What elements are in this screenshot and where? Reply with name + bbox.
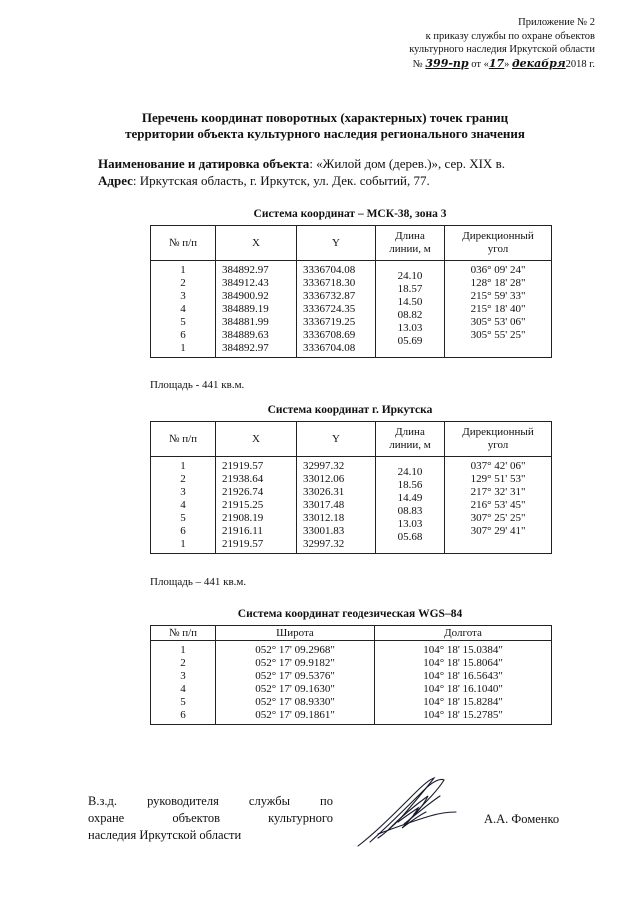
table-cell: 05.69: [397, 335, 423, 347]
table-cell: 24.10: [397, 270, 423, 282]
table-cell: 4: [180, 683, 186, 695]
table-cell: 08.83: [397, 505, 423, 517]
signatory-position: [88, 793, 333, 844]
table-cell: 21916.11: [222, 525, 263, 537]
object-name-line: [98, 155, 618, 172]
table-cell: 21919.57: [222, 460, 264, 472]
table1-col-angle: [445, 261, 552, 358]
table-cell: 33012.18: [303, 512, 345, 524]
table-cell: 384900.92: [222, 290, 269, 302]
table-cell: 6: [180, 709, 186, 721]
table1-body-row: [151, 261, 552, 358]
signatory-line-2: охране объектов культурного: [88, 811, 333, 825]
table-cell: 14.49: [397, 492, 423, 504]
table-cell: 104° 18' 15.8284": [423, 696, 503, 708]
table-cell: 3336704.08: [303, 342, 356, 354]
table-cell: 3336719.25: [303, 316, 356, 328]
table-cell: 384892.97: [222, 264, 269, 276]
table-cell: 14.50: [397, 296, 423, 308]
table-cell: 32997.32: [303, 460, 345, 472]
table2-header-x: X: [216, 422, 297, 457]
order-date-prefix: от «: [471, 58, 489, 70]
table-cell: 24.10: [397, 466, 423, 478]
table-cell: 216° 53' 45": [470, 499, 526, 511]
table2-header-length: [376, 422, 445, 457]
signatory-name: А.А. Фоменко: [484, 812, 560, 826]
table-cell: 3: [180, 290, 186, 302]
table1-header-length-2: линии, м: [389, 243, 431, 255]
order-date-mid: »: [504, 58, 510, 70]
table-cell: 1: [180, 264, 186, 276]
table2-col-y: [297, 457, 376, 554]
table2-header-length-1: Длина: [395, 426, 425, 438]
table-cell: 129° 51' 53": [470, 473, 526, 485]
table2-col-x: [216, 457, 297, 554]
order-date-day: 17: [488, 56, 505, 70]
table-cell: 036° 09' 24": [470, 264, 526, 276]
table-cell: 104° 18' 15.0384": [423, 644, 503, 656]
table-cell: 307° 29' 41": [470, 525, 526, 537]
table-cell: 3336704.08: [303, 264, 356, 276]
order-date-year: 2018 г.: [565, 58, 595, 70]
table-cell: 215° 18' 40": [470, 303, 526, 315]
table-cell: 6: [180, 525, 186, 537]
table-cell: 4: [180, 303, 186, 315]
table-cell: 5: [180, 316, 186, 328]
table-cell: 305° 55' 25": [470, 329, 526, 341]
table-cell: 13.03: [397, 322, 423, 334]
table-cell: 384892.97: [222, 342, 269, 354]
table-cell: 217° 32' 31": [470, 486, 526, 498]
table-cell: 305° 53' 06": [470, 316, 526, 328]
table-cell: 5: [180, 512, 186, 524]
table1-col-num: [151, 261, 216, 358]
table3-header-row: [151, 626, 552, 641]
table2-header-angle-2: угол: [487, 439, 509, 451]
table-cell: 21926.74: [222, 486, 264, 498]
table2-header-y: Y: [297, 422, 376, 457]
table-cell: 1: [180, 342, 186, 354]
table3-header-num: № п/п: [151, 626, 216, 641]
table-cell: 3336718.30: [303, 277, 356, 289]
table3-body-row: [151, 641, 552, 725]
table-cell: 1: [180, 460, 186, 472]
table-cell: 052° 17' 09.9182": [255, 657, 335, 669]
table3-col-lon: [375, 641, 552, 725]
table-cell: 3336724.35: [303, 303, 356, 315]
table-cell: 08.82: [397, 309, 423, 321]
table-cell: 052° 17' 09.1630": [255, 683, 335, 695]
document-title: [40, 110, 610, 142]
table2-header-num: № п/п: [151, 422, 216, 457]
table1-header-angle-2: угол: [487, 243, 509, 255]
table-cell: 1: [180, 644, 186, 656]
table-cell: 5: [180, 696, 186, 708]
table2-col-length: [376, 457, 445, 554]
table1-msk38: [150, 225, 552, 358]
object-info: [98, 155, 618, 189]
table3-col-num: [151, 641, 216, 725]
table-cell: 384889.63: [222, 329, 269, 341]
table3-header-lon: Долгота: [375, 626, 552, 641]
table1-header-row: [151, 226, 552, 261]
table-cell: 104° 18' 15.2785": [423, 709, 503, 721]
order-date-month: декабря: [512, 56, 566, 70]
table-cell: 21915.25: [222, 499, 264, 511]
appendix-order-line: [295, 57, 595, 72]
object-address-value: : Иркутская область, г. Иркутск, ул. Дек. событий, 77.: [132, 173, 430, 188]
table-cell: 4: [180, 499, 186, 511]
table1-header-angle-1: Дирекционный: [462, 230, 534, 242]
table-cell: 384881.99: [222, 316, 269, 328]
table-cell: 104° 18' 16.1040": [423, 683, 503, 695]
table1-header-length: [376, 226, 445, 261]
table-cell: 32997.32: [303, 538, 345, 550]
table1-header-length-1: Длина: [395, 230, 425, 242]
table-cell: 6: [180, 329, 186, 341]
table-cell: 33026.31: [303, 486, 345, 498]
table3-col-lat: [216, 641, 375, 725]
table-cell: 2: [180, 657, 186, 669]
table2-header-angle-1: Дирекционный: [462, 426, 534, 438]
appendix-header: [295, 16, 595, 71]
table-cell: 037° 42' 06": [470, 460, 526, 472]
handwritten-signature-icon: [348, 772, 468, 852]
table1-col-y: [297, 261, 376, 358]
table3-header-lat: Широта: [216, 626, 375, 641]
table-cell: 384912.43: [222, 277, 269, 289]
table2-header-row: [151, 422, 552, 457]
table-cell: 052° 17' 09.2968": [255, 644, 335, 656]
table2-col-angle: [445, 457, 552, 554]
table1-header-x: X: [216, 226, 297, 261]
table-cell: 33001.83: [303, 525, 345, 537]
table-cell: 2: [180, 277, 186, 289]
table-cell: 33017.48: [303, 499, 345, 511]
table3-caption: Система координат геодезическая WGS–84: [237, 608, 463, 620]
table-cell: 307° 25' 25": [470, 512, 526, 524]
table-cell: 215° 59' 33": [470, 290, 526, 302]
table2-col-num: [151, 457, 216, 554]
table2-header-angle: [445, 422, 552, 457]
table-cell: 3: [180, 486, 186, 498]
table2-caption: Система координат г. Иркутска: [267, 404, 433, 416]
table2-body-row: [151, 457, 552, 554]
title-line-1: Перечень координат поворотных (характерных) точек границ: [141, 110, 509, 125]
table1-caption: Система координат – МСК-38, зона 3: [253, 208, 447, 220]
table-cell: 104° 18' 15.8064": [423, 657, 503, 669]
order-number-prefix: №: [412, 58, 423, 70]
table-cell: 128° 18' 28": [470, 277, 526, 289]
table-cell: 21938.64: [222, 473, 264, 485]
table-cell: 05.68: [397, 531, 423, 543]
table2-irkutsk: [150, 421, 552, 554]
table-cell: 104° 18' 16.5643": [423, 670, 503, 682]
table-cell: 21908.19: [222, 512, 264, 524]
table1-area: Площадь - 441 кв.м.: [150, 379, 245, 391]
table-cell: 33012.06: [303, 473, 345, 485]
appendix-line-2: к приказу службы по охране объектов: [425, 30, 595, 42]
table-cell: 052° 17' 08.9330": [255, 696, 335, 708]
table-cell: 1: [180, 538, 186, 550]
table-cell: 052° 17' 09.1861": [255, 709, 335, 721]
table-cell: 18.56: [397, 479, 423, 491]
appendix-line-3: культурного наследия Иркутской области: [409, 44, 595, 55]
appendix-line-1: Приложение № 2: [518, 17, 595, 28]
object-name-value: : «Жилой дом (дерев.)», сер. XIX в.: [309, 156, 505, 171]
table-cell: 18.57: [397, 283, 423, 295]
table-cell: 2: [180, 473, 186, 485]
table2-area: Площадь – 441 кв.м.: [150, 576, 247, 588]
table-cell: 384889.19: [222, 303, 269, 315]
object-address-label: Адрес: [98, 173, 133, 188]
table-cell: 3336708.69: [303, 329, 356, 341]
table-cell: 052° 17' 09.5376": [255, 670, 335, 682]
table1-col-length: [376, 261, 445, 358]
signatory-line-1: В.з.д. руководителя службы по: [88, 794, 333, 808]
table1-header-angle: [445, 226, 552, 261]
table1-header-y: Y: [297, 226, 376, 261]
signatory-line-3: наследия Иркутской области: [88, 828, 242, 842]
table-cell: 21919.57: [222, 538, 264, 550]
title-line-2: территории объекта культурного наследия регионального значения: [125, 126, 525, 141]
order-number: 399-пр: [425, 56, 469, 70]
object-name-label: Наименование и датировка объекта: [98, 156, 310, 171]
table-cell: 3: [180, 670, 186, 682]
table-cell: 3336732.87: [303, 290, 356, 302]
table1-header-num: № п/п: [151, 226, 216, 261]
table-cell: 13.03: [397, 518, 423, 530]
table2-header-length-2: линии, м: [389, 439, 431, 451]
object-address-line: [98, 172, 618, 189]
table1-col-x: [216, 261, 297, 358]
table3-wgs84: [150, 625, 552, 725]
